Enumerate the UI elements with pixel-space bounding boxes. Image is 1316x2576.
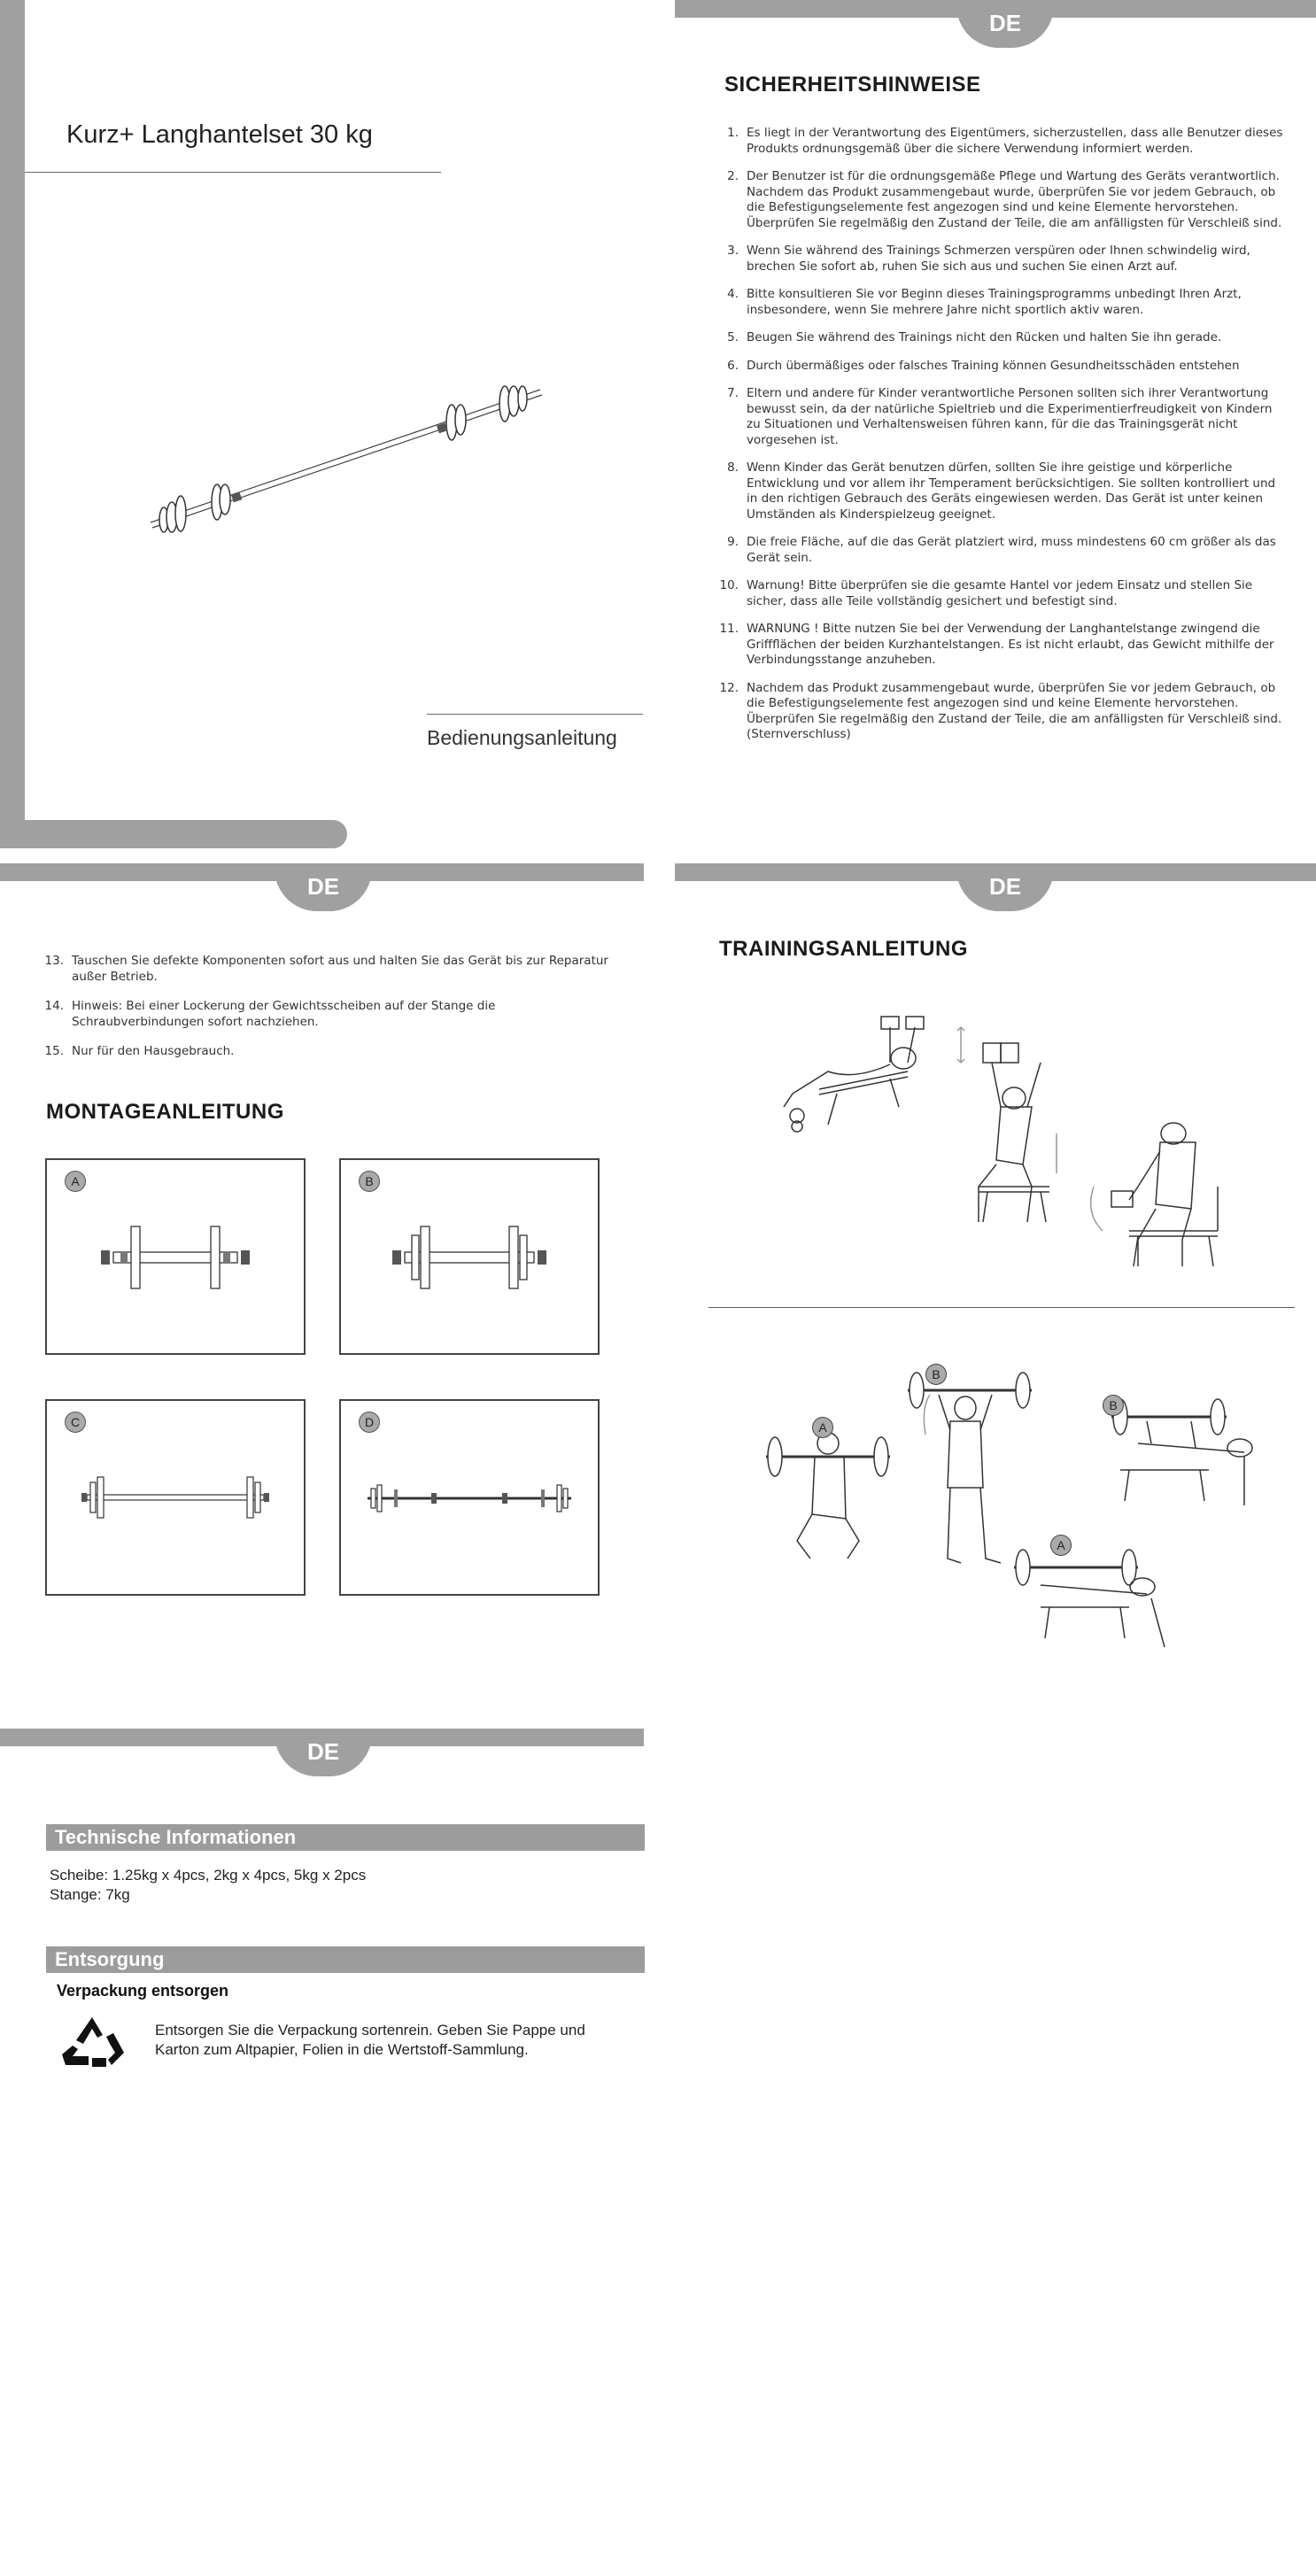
- safety-item-number: 10.: [719, 578, 739, 592]
- safety-item-text: Beugen Sie während des Trainings nicht den Rücken und halten Sie ihn gerade.: [747, 330, 1222, 344]
- exercise-label-b1: B: [925, 1364, 947, 1385]
- barbell-step-a-icon: [96, 1213, 255, 1302]
- safety-item-text: Durch übermäßiges oder falsches Training können Gesundheitsschäden entstehen: [747, 358, 1240, 373]
- safety-list: [717, 126, 1284, 755]
- disposal-text: Entsorgen Sie die Verpackung sortenrein. Geben Sie Pappe und Karton zum Altpapier, Folien in die Wertstoff-Sammlung.: [155, 2022, 585, 2058]
- barbell-step-d-icon: [359, 1476, 580, 1520]
- safety-item-text: WARNUNG ! Bitte nutzen Sie bei der Verwendung der Langhantelstange zwingend die Griffflächen der beiden Kurzhantelstangen. Es ist nicht erlaubt, das Gewicht mithilfe der Verbindungsstange anzuheben.: [747, 622, 1274, 667]
- barbell-step-b-icon: [385, 1213, 553, 1302]
- exercise-label-a2: A: [1050, 1535, 1072, 1556]
- safety-item-text: Hinweis: Bei einer Lockerung der Gewichtsscheiben auf der Stange die Schraubverbindungen sofort nachziehen.: [72, 999, 496, 1029]
- recycle-icon: [57, 2014, 128, 2076]
- cover-subtitle: Bedienungsanleitung: [427, 726, 617, 749]
- training-heading: TRAININGSANLEITUNG: [719, 937, 968, 961]
- safety-item: [43, 999, 609, 1030]
- assembly-panel-a: [45, 1158, 306, 1355]
- assembly-heading: MONTAGEANLEITUNG: [46, 1100, 284, 1124]
- cover-frame-inner-curve: [25, 0, 60, 820]
- safety-item-number: 4.: [727, 287, 739, 301]
- safety-item-text: Wenn Sie während des Trainings Schmerzen verspüren oder Ihnen schwindelig wird, brechen Sie sofort ab, ruhen Sie sich aus und suchen Sie einen Arzt auf.: [747, 244, 1250, 274]
- safety-item-number: 13.: [44, 954, 64, 968]
- safety-item-text: Wenn Kinder das Gerät benutzen dürfen, sollten Sie ihre geistige und körperliche Entwicklung und vor allem ihr Temperament berücksichtigen. Sie sollten kontrolliert und in den richtigen Gebrauch des Geräts eingewiesen werden. Das Gerät ist unter keinen Umständen als Kinderspielzeug geeignet.: [747, 460, 1276, 522]
- barbell-step-c-icon: [69, 1472, 282, 1525]
- cover-subtitle-rule: [427, 714, 643, 715]
- safety-item-number: 14.: [44, 999, 64, 1013]
- safety-item-number: 9.: [727, 535, 739, 549]
- exercise-label-a1: A: [812, 1417, 833, 1438]
- safety-item-number: 15.: [44, 1044, 64, 1058]
- safety-item-text: Es liegt in der Verantwortung des Eigentümers, sicherzustellen, dass alle Benutzer dieses Produkts ordnungsgemäß über die sichere Verwendung informiert werden.: [747, 126, 1283, 156]
- language-tab: DE: [956, 5, 1054, 48]
- language-tab: DE: [275, 1734, 372, 1776]
- safety-item-text: Tauschen Sie defekte Komponenten sofort aus und halten Sie das Gerät bis zur Reparatur außer Betrieb.: [72, 954, 608, 984]
- safety-item: [717, 386, 1284, 448]
- exercise-label-b2: B: [1103, 1395, 1124, 1416]
- safety-list-continued: [43, 954, 609, 1074]
- safety-item-number: 12.: [719, 680, 739, 695]
- safety-item-number: 8.: [727, 460, 739, 475]
- safety-item: [43, 954, 609, 985]
- cover-frame-bottom: [0, 820, 347, 848]
- safety-heading: SICHERHEITSHINWEISE: [724, 73, 981, 97]
- safety-item-text: Nur für den Hausgebrauch.: [72, 1044, 235, 1058]
- safety-item-number: 6.: [727, 358, 739, 373]
- cover-title-rule: [25, 172, 441, 173]
- safety-item-number: 11.: [719, 622, 739, 636]
- safety-item: [717, 578, 1284, 609]
- safety-item: [717, 287, 1284, 318]
- language-tab: DE: [275, 869, 372, 911]
- tech-line-2: Stange: 7kg: [50, 1886, 130, 1903]
- tech-heading: Technische Informationen: [46, 1824, 645, 1851]
- barbell-exercises-illustration: [748, 1355, 1280, 1656]
- safety-item: [717, 330, 1284, 346]
- safety-item: [717, 126, 1284, 157]
- safety-item-text: Die freie Fläche, auf die das Gerät platziert wird, muss mindestens 60 cm größer als das Gerät sein.: [747, 535, 1276, 565]
- safety-item-number: 7.: [727, 386, 739, 400]
- safety-item-number: 1.: [727, 126, 739, 140]
- safety-item-number: 5.: [727, 330, 739, 344]
- cover-frame-corner: [0, 0, 25, 848]
- safety-item: [717, 681, 1284, 743]
- safety-item: [717, 622, 1284, 669]
- safety-item: [717, 169, 1284, 231]
- tech-line-1: Scheibe: 1.25kg x 4pcs, 2kg x 4pcs, 5kg x 2pcs: [50, 1867, 367, 1884]
- safety-item-number: 3.: [727, 244, 739, 258]
- assembly-panel-d: [339, 1399, 600, 1596]
- safety-item-text: Warnung! Bitte überprüfen sie die gesamte Hantel vor jedem Einsatz und stellen Sie sicher, dass alle Teile vollständig gesichert und befestigt sind.: [747, 578, 1253, 608]
- safety-item: [717, 460, 1284, 522]
- training-divider: [708, 1307, 1295, 1308]
- safety-item: [717, 535, 1284, 566]
- safety-item-text: Der Benutzer ist für die ordnungsgemäße Pflege und Wartung des Geräts verantwortlich. Nachdem das Produkt zusammengebaut wurde, überprüfen Sie vor jedem Gebrauch, ob die Befestigungselemente fest angezogen sind und keine Elemente hervorstehen. Überprüfen Sie regelmäßig den Zustand der Teile, die am anfälligsten für Verschleiß sind.: [747, 169, 1282, 230]
- safety-item: [717, 359, 1284, 375]
- safety-item: [43, 1044, 609, 1060]
- safety-item-text: Bitte konsultieren Sie vor Beginn dieses Trainingsprogramms unbedingt Ihren Arzt, insbesondere, wenn Sie mehrere Jahre nicht sportlich aktiv waren.: [747, 287, 1242, 317]
- step-label: D: [359, 1412, 380, 1433]
- safety-item-text: Eltern und andere für Kinder verantwortliche Personen sollten sich ihrer Verantwortung bewusst sein, da der natürliche Spieltrieb und die Experimentierfreudigkeit von Kindern zu Situationen und Verhaltensweisen führen kann, für die das Trainingsgerät nicht vorgesehen ist.: [747, 386, 1273, 447]
- safety-item: [717, 244, 1284, 275]
- assembly-panel-c: [45, 1399, 306, 1596]
- safety-item-text: Nachdem das Produkt zusammengebaut wurde, überprüfen Sie vor jedem Gebrauch, ob die Befestigungselemente fest angezogen sind und keine Elemente hervorstehen. Überprüfen Sie regelmäßig den Zustand der Teile, die am anfälligsten für Verschleiß sind. (Sternverschluss): [747, 680, 1282, 741]
- step-label: C: [65, 1412, 86, 1433]
- language-tab: DE: [956, 869, 1054, 911]
- safety-item-number: 2.: [727, 169, 739, 183]
- step-label: A: [65, 1171, 86, 1192]
- disposal-heading: Entsorgung: [46, 1946, 645, 1973]
- cover-title: Kurz+ Langhantelset 30 kg: [66, 120, 373, 149]
- barbell-illustration: [133, 372, 558, 549]
- disposal-subheading: Verpackung entsorgen: [57, 1982, 229, 2000]
- dumbbell-exercises-illustration: [757, 1010, 1253, 1284]
- assembly-panel-b: [339, 1158, 600, 1355]
- step-label: B: [359, 1171, 380, 1192]
